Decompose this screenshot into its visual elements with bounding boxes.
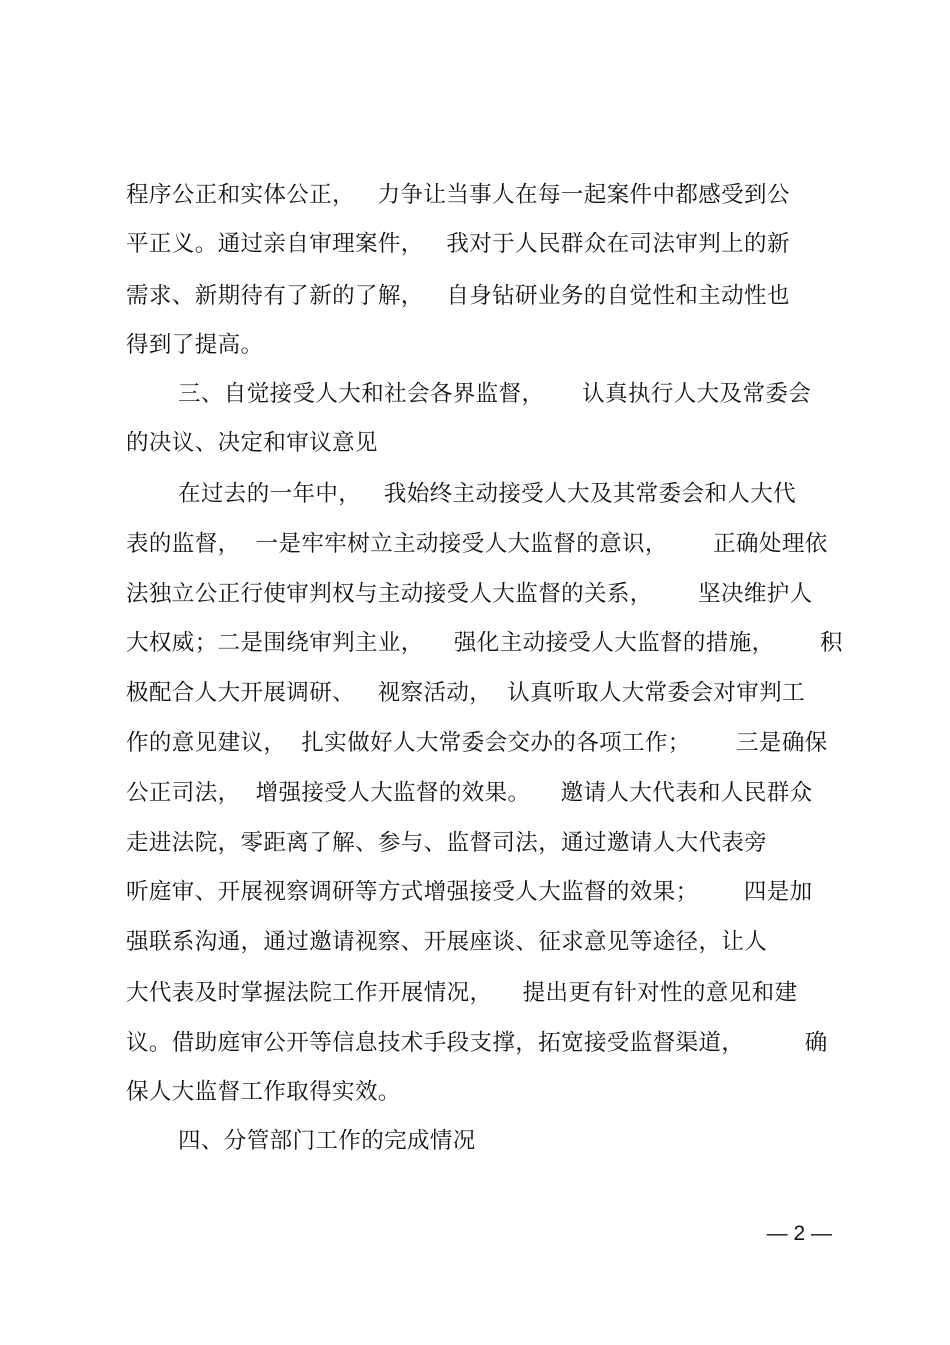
section-heading-3-continued: 的决议、决定和审议意见 — [126, 430, 378, 456]
section-heading-3: 三、自觉接受人大和社会各界监督， 认真执行人大及常委会 — [178, 381, 812, 407]
paragraph-line: 公正司法， 增强接受人大监督的效果。 邀请人大代表和人民群众 — [126, 780, 813, 806]
paragraph-line: 平正义。通过亲自审理案件， 我对于人民群众在司法审判上的新 — [126, 231, 790, 257]
paragraph-line: 极配合人大开展调研、 视察活动， 认真听取人大常委会对审判工 — [126, 680, 805, 706]
paragraph-line: 法独立公正行使审判权与主动接受人大监督的关系， 坚决维护人 — [126, 581, 813, 607]
paragraph-line: 表的监督， 一是牢牢树立主动接受人大监督的意识， 正确处理依 — [126, 531, 828, 557]
paragraph-line: 强联系沟通，通过邀请视察、开展座谈、征求意见等途径，让人 — [126, 929, 768, 955]
section-heading-4: 四、分管部门工作的完成情况 — [178, 1128, 476, 1154]
paragraph-line: 需求、新期待有了新的了解， 自身钻研业务的自觉性和主动性也 — [126, 283, 790, 309]
paragraph-line: 得到了提高。 — [126, 332, 264, 358]
paragraph-line: 听庭审、开展视察调研等方式增强接受人大监督的效果； 四是加 — [126, 879, 813, 905]
page-number: — 2 — — [766, 1222, 832, 1245]
paragraph-line: 在过去的一年中， 我始终主动接受人大及其常委会和人大代 — [178, 481, 797, 507]
paragraph-line: 议。借助庭审公开等信息技术手段支撑，拓宽接受监督渠道， 确 — [126, 1030, 828, 1056]
paragraph-line: 走进法院，零距离了解、参与、监督司法，通过邀请人大代表旁 — [126, 830, 768, 856]
paragraph-line: 程序公正和实体公正， 力争让当事人在每一起案件中都感受到公 — [126, 182, 790, 208]
paragraph-line: 作的意见建议， 扎实做好人大常委会交办的各项工作； 三是确保 — [126, 730, 828, 756]
paragraph-line: 大权威；二是围绕审判主业， 强化主动接受人大监督的措施， 积 — [126, 630, 843, 656]
paragraph-line: 大代表及时掌握法院工作开展情况， 提出更有针对性的意见和建 — [126, 980, 798, 1006]
paragraph-line: 保人大监督工作取得实效。 — [126, 1079, 401, 1105]
